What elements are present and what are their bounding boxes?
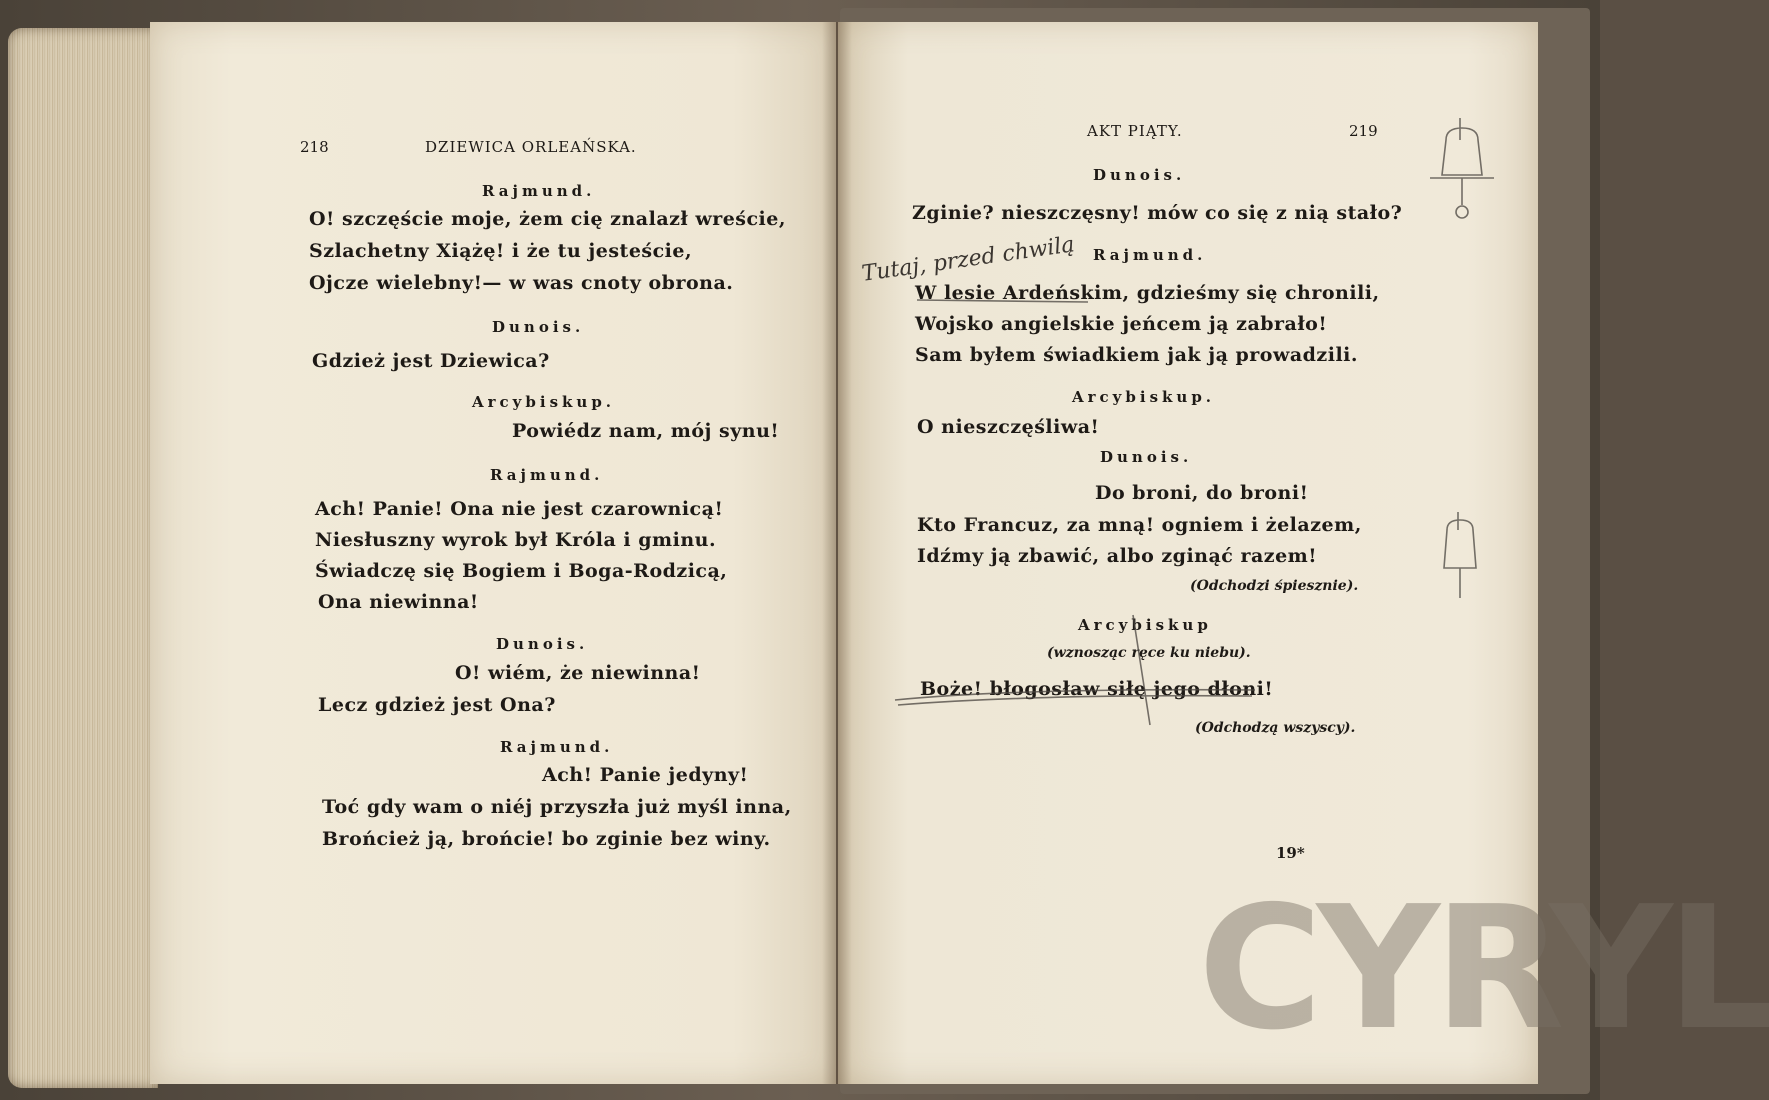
watermark: CYRYL bbox=[1198, 870, 1769, 1068]
verse-line: O! wiém, że niewinna! bbox=[455, 662, 701, 684]
verse-line: Wojsko angielskie jeńcem ją zabrało! bbox=[915, 313, 1328, 335]
verse-line: Niesłuszny wyrok był Króla i gminu. bbox=[315, 529, 717, 551]
pencil-stroke bbox=[1133, 615, 1150, 725]
bell-icon bbox=[1444, 512, 1476, 598]
speaker-label: Arcybiskup. bbox=[472, 393, 616, 411]
signature-mark: 19* bbox=[1276, 844, 1305, 862]
verse-line: Świadczę się Bogiem i Boga-Rodzicą, bbox=[315, 560, 728, 582]
speaker-label: Rajmund. bbox=[482, 182, 596, 200]
bell-clapper-icon bbox=[1456, 206, 1468, 218]
handwritten-note: Tutaj, przed chwilą bbox=[860, 232, 1077, 287]
verse-line: O nieszczęśliwa! bbox=[917, 416, 1100, 438]
verse-line: Sam byłem świadkiem jak ją prowadzili. bbox=[915, 344, 1358, 366]
stage-direction: (Odchodzi śpiesznie). bbox=[1190, 578, 1359, 594]
underline-mark bbox=[917, 300, 1088, 302]
speaker-label: Dunois. bbox=[1100, 448, 1193, 466]
verse-line: Brońcież ją, brońcie! bo zginie bez winy. bbox=[322, 828, 771, 850]
verse-line: Kto Francuz, za mną! ogniem i żelazem, bbox=[917, 514, 1362, 536]
strike-through-line bbox=[895, 690, 1255, 700]
speaker-label: Arcybiskup bbox=[1078, 616, 1212, 634]
page-number-right: 219 bbox=[1349, 122, 1378, 140]
speaker-label: Dunois. bbox=[1093, 166, 1186, 184]
stage-direction: (Odchodzą wszyscy). bbox=[1195, 720, 1356, 736]
running-head-left: DZIEWICA ORLEAŃSKA. bbox=[425, 138, 637, 156]
verse-line: Lecz gdzież jest Ona? bbox=[318, 694, 556, 716]
stage-direction: (wznosząc ręce ku niebu). bbox=[1047, 645, 1251, 661]
verse-line: Do broni, do broni! bbox=[1095, 482, 1309, 504]
verse-line: W lesie Ardeńskim, gdzieśmy się chronili, bbox=[915, 282, 1380, 304]
verse-line: Szlachetny Xiążę! i że tu jesteście, bbox=[309, 240, 693, 262]
speaker-label: Dunois. bbox=[496, 635, 589, 653]
strike-through-line bbox=[898, 696, 1252, 705]
speaker-label: Arcybiskup. bbox=[1072, 388, 1216, 406]
verse-line: Powiédz nam, mój synu! bbox=[512, 420, 780, 442]
verse-line: Zginie? nieszczęsny! mów co się z nią stało? bbox=[912, 202, 1403, 224]
verse-line: Ach! Panie jedyny! bbox=[542, 764, 749, 786]
verse-line: O! szczęście moje, żem cię znalazł wreście, bbox=[309, 208, 786, 230]
verse-line: Idźmy ją zbawić, albo zginąć razem! bbox=[917, 545, 1318, 567]
verse-line: Toć gdy wam o niéj przyszła już myśl inna, bbox=[322, 796, 792, 818]
verse-line: Boże! błogosław siłę jego dłoni! bbox=[920, 678, 1274, 700]
bell-icon bbox=[1430, 118, 1494, 205]
speaker-label: Rajmund. bbox=[1093, 246, 1207, 264]
verse-line: Gdzież jest Dziewica? bbox=[312, 350, 550, 372]
speaker-label: Dunois. bbox=[492, 318, 585, 336]
verse-line: Ach! Panie! Ona nie jest czarownicą! bbox=[315, 498, 724, 520]
verse-line: Ona niewinna! bbox=[318, 591, 479, 613]
speaker-label: Rajmund. bbox=[500, 738, 614, 756]
speaker-label: Rajmund. bbox=[490, 466, 604, 484]
page-number-left: 218 bbox=[300, 138, 329, 156]
verse-line: Ojcze wielebny!— w was cnoty obrona. bbox=[309, 272, 734, 294]
running-head-right: AKT PIĄTY. bbox=[1087, 122, 1183, 140]
